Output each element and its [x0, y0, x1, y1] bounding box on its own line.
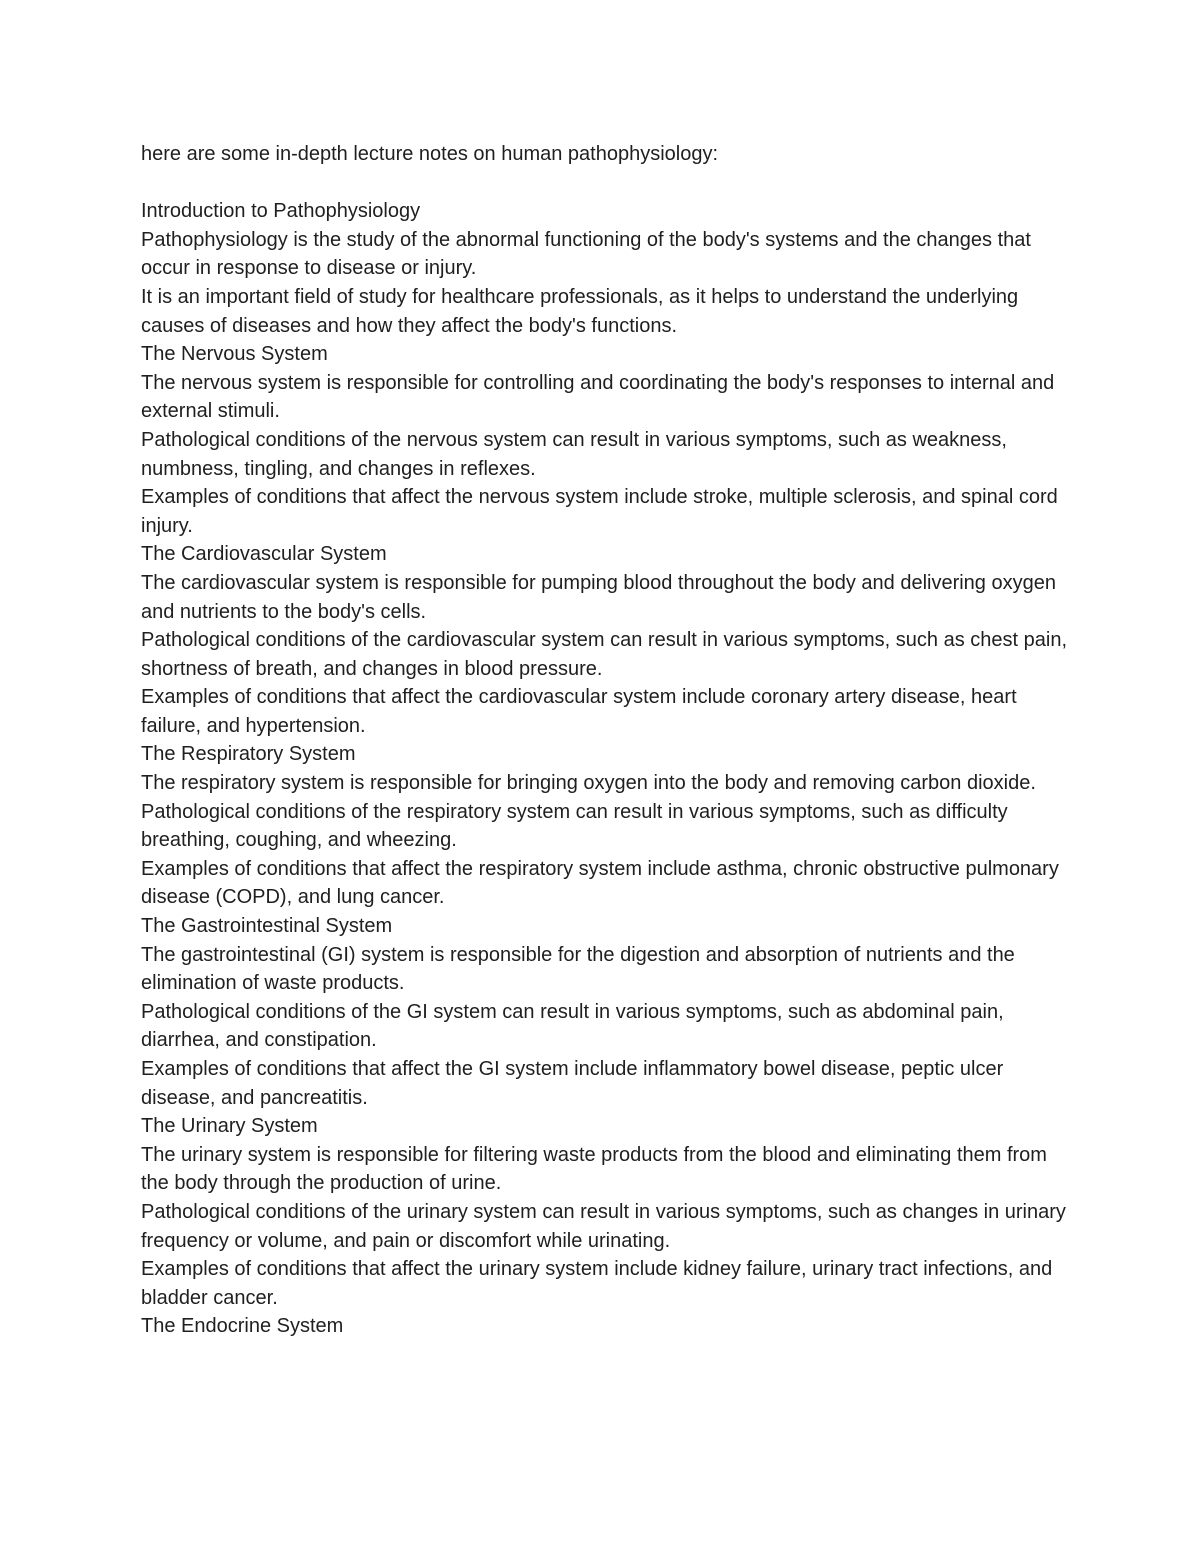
paragraph-line: Examples of conditions that affect the respiratory system include asthma, chronic obstructive pulmonary disease (COPD), and lung cancer.	[141, 857, 1059, 909]
paragraph-line: Examples of conditions that affect the urinary system include kidney failure, urinary tract infections, and bladder cancer.	[141, 1258, 1053, 1309]
intro-line: here are some in-depth lecture notes on human pathophysiology:	[141, 143, 719, 165]
heading-urinary-system: The Urinary System	[141, 1115, 318, 1138]
paragraph-line: Pathological conditions of the GI system can result in various symptoms, such as abdominal pain, diarrhea, and constipation.	[141, 1000, 1004, 1052]
paragraph-line: Examples of conditions that affect the nervous system include stroke, multiple sclerosis, and spinal cord injury.	[141, 486, 1058, 537]
paragraph-line: Examples of conditions that affect the GI system include inflammatory bowel disease, peptic ulcer disease, and pancreatitis.	[141, 1058, 1004, 1109]
paragraph-line: Pathological conditions of the urinary system can result in various symptoms, such as changes in urinary frequency or volume, and pain or discomfort while urinating.	[141, 1200, 1066, 1252]
paragraph-line: It is an important field of study for healthcare professionals, as it helps to understand the underlying causes of diseases and how they affect the body's functions.	[141, 285, 1019, 337]
paragraph-line: The gastrointestinal (GI) system is responsible for the digestion and absorption of nutrients and the elimination of waste products.	[141, 943, 1015, 995]
heading-gastrointestinal-system: The Gastrointestinal System	[141, 915, 393, 938]
paragraph-line: Pathological conditions of the cardiovascular system can result in various symptoms, such as chest pain, shortness of breath, and changes in blood pressure.	[141, 629, 1067, 680]
paragraph-line: Pathological conditions of the nervous system can result in various symptoms, such as weakness, numbness, tingling, and changes in reflexes.	[141, 428, 1007, 480]
paragraph-line: The nervous system is responsible for controlling and coordinating the body's responses to internal and external stimuli.	[141, 371, 1055, 423]
heading-nervous-system: The Nervous System	[141, 343, 328, 366]
heading-cardiovascular-system: The Cardiovascular System	[141, 543, 387, 566]
heading-endocrine-system: The Endocrine System	[141, 1315, 344, 1338]
paragraph-line: Examples of conditions that affect the cardiovascular system include coronary artery disease, heart failure, and hypertension.	[141, 686, 1017, 737]
paragraph-line: Pathophysiology is the study of the abnormal functioning of the body's systems and the changes that occur in response to disease or injury.	[141, 228, 1031, 280]
heading-introduction: Introduction to Pathophysiology	[141, 200, 421, 223]
paragraph-line: The cardiovascular system is responsible for pumping blood throughout the body and delivering oxygen and nutrients to the body's cells.	[141, 571, 1056, 623]
paragraph-line: Pathological conditions of the respiratory system can result in various symptoms, such as difficulty breathing, coughing, and wheezing.	[141, 800, 1008, 852]
document-body	[141, 140, 1071, 1341]
heading-respiratory-system: The Respiratory System	[141, 743, 356, 766]
paragraph-line: The urinary system is responsible for filtering waste products from the blood and eliminating them from the body through the production of urine.	[141, 1143, 1047, 1195]
paragraph-line: The respiratory system is responsible for bringing oxygen into the body and removing carbon dioxide.	[141, 772, 1036, 795]
